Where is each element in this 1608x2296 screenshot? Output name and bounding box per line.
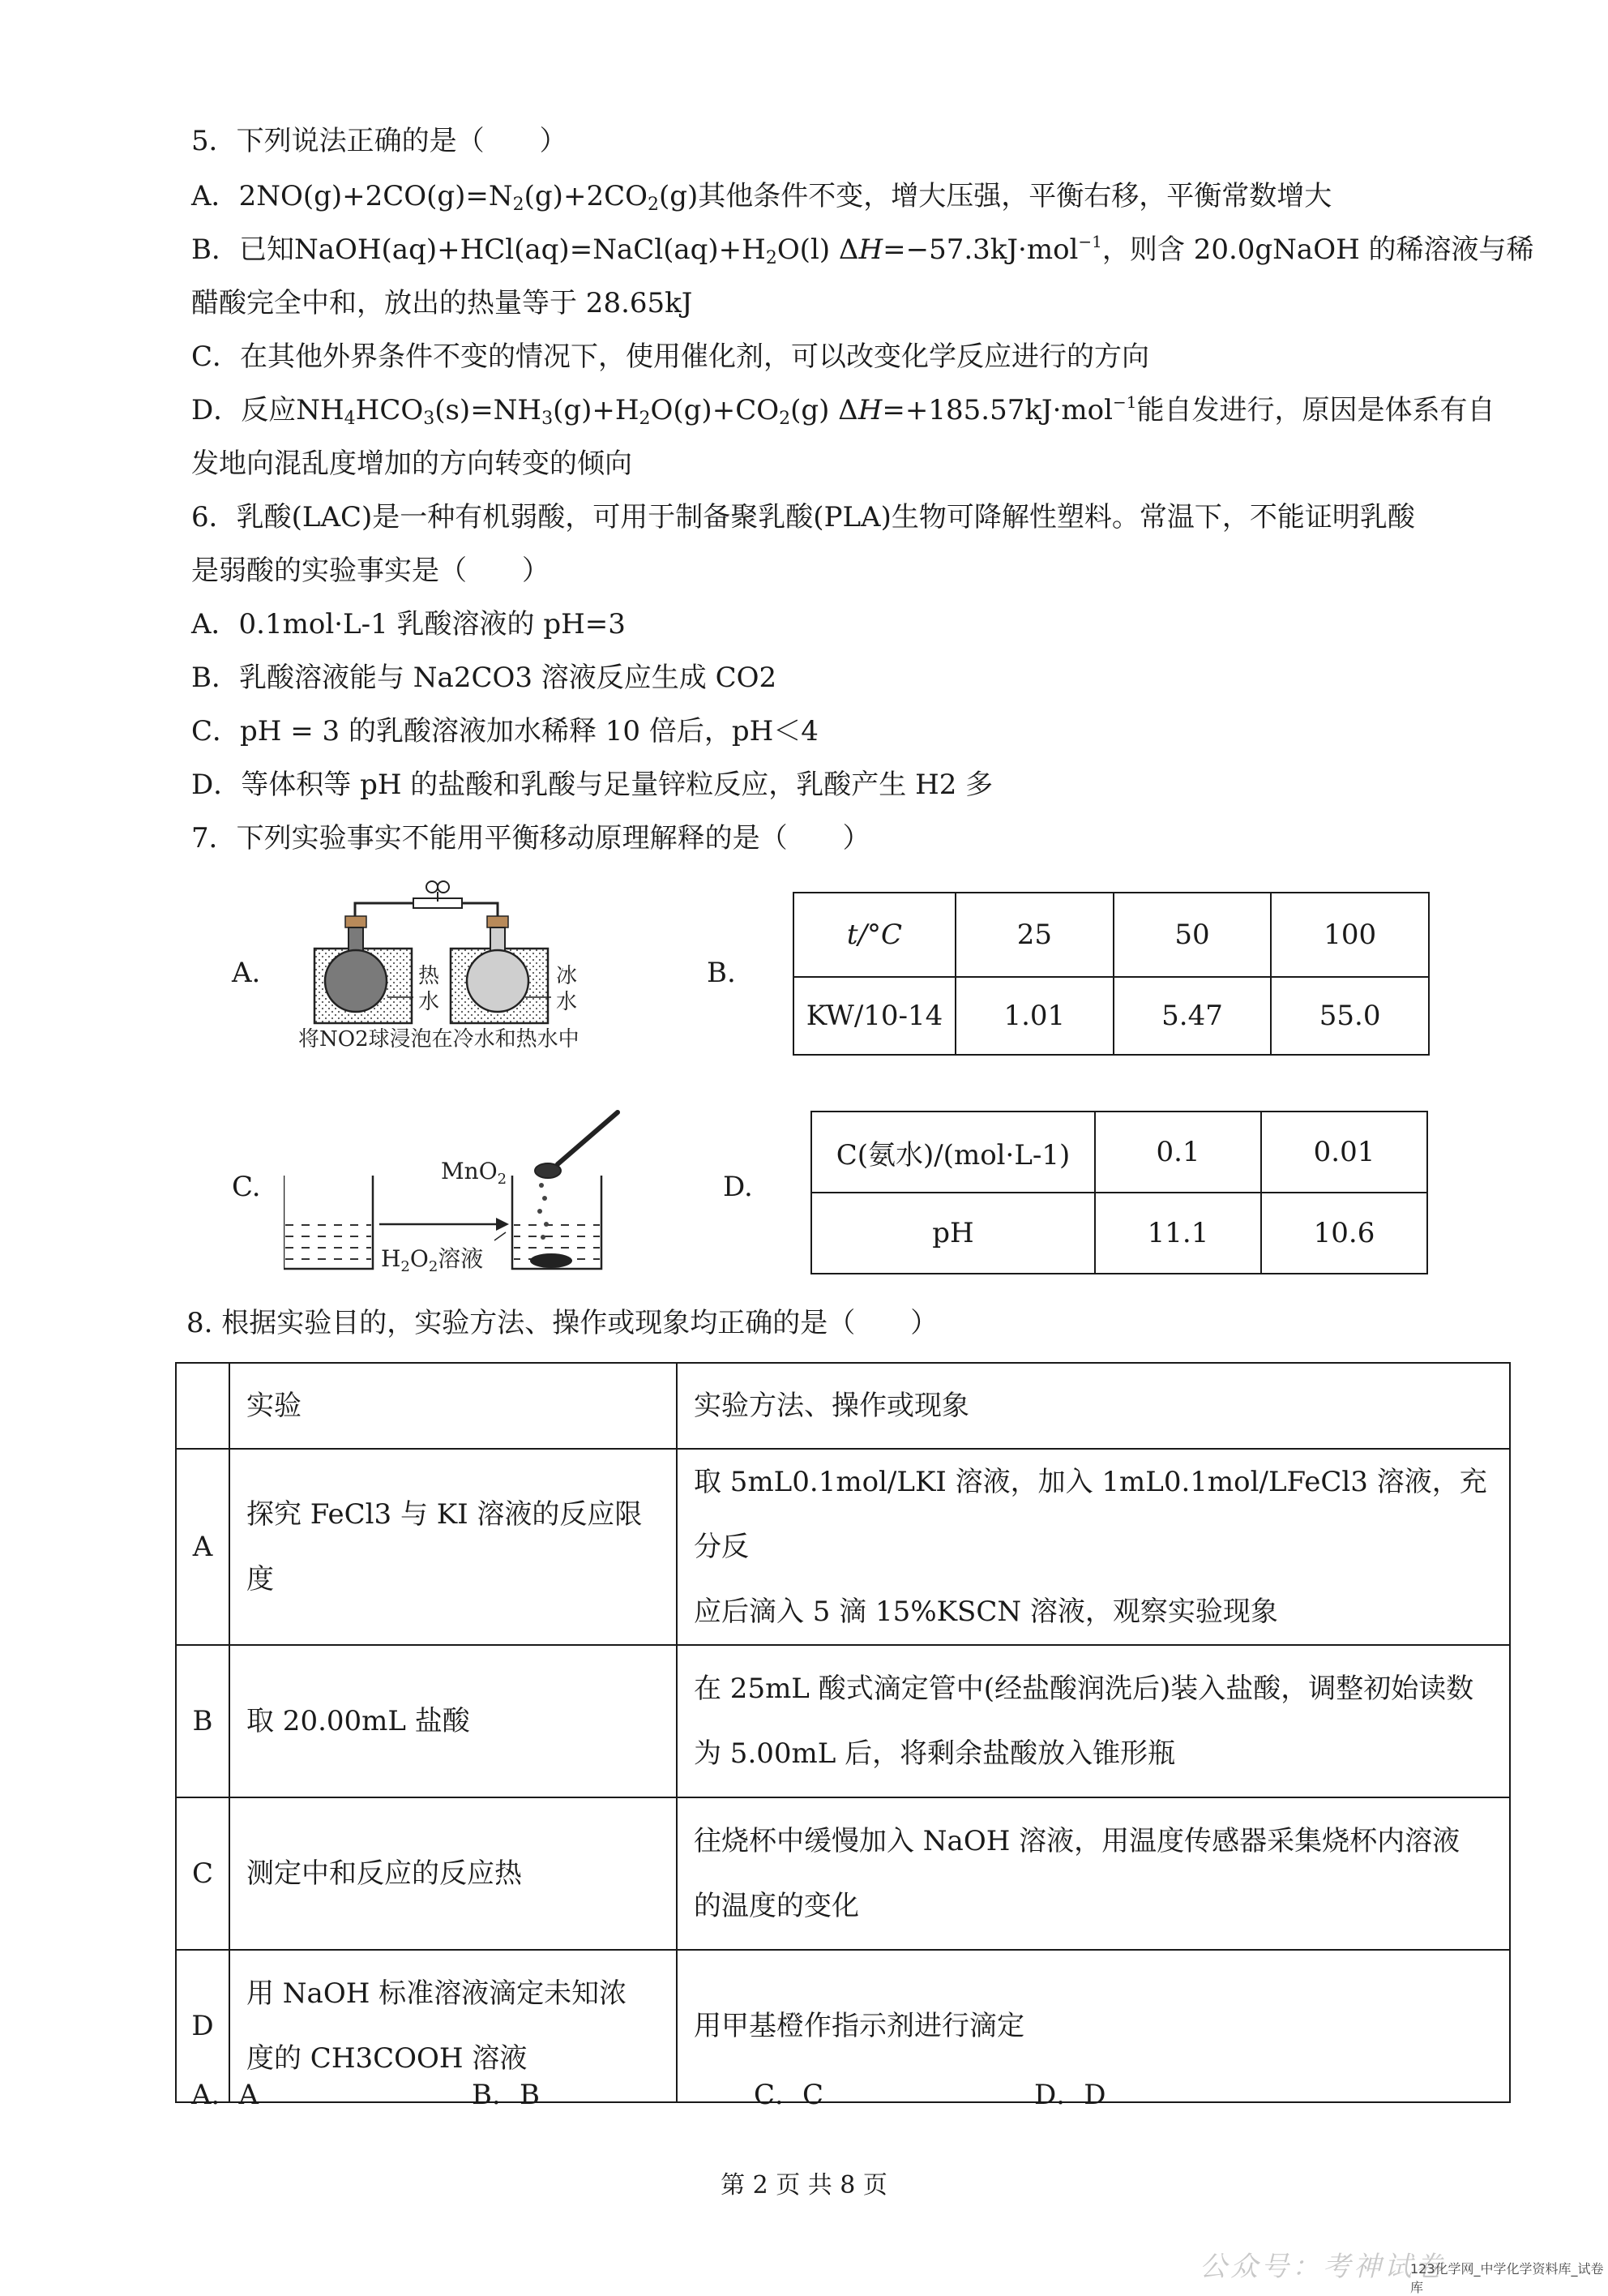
mno2-label: MnO$_2$ xyxy=(441,1158,507,1188)
q6-stem-2: 是弱酸的实验事实是（ ） xyxy=(191,555,550,587)
q5-option-b-cont: 醋酸完全中和，放出的热量等于 28.65kJ xyxy=(191,287,693,319)
q8-choice-d: D．D xyxy=(1034,2079,1106,2111)
q6-option-d: D．等体积等 pH 的盐酸和乳酸与足量锌粒反应，乳酸产生 H2 多 xyxy=(191,769,994,801)
ice-water-label-2: 水 xyxy=(556,990,578,1014)
q7-stem: 7．下列实验事实不能用平衡移动原理解释的是（ ） xyxy=(191,822,870,855)
q5-option-d: D．反应$NH_4HCO_3(s)=NH_3(g)+H_2O(g)+CO_2(g)$ ΔH=+185.57kJ·mol$^{-1}$能自发进行，原因是体系有自 xyxy=(191,392,1495,429)
q8-header-blank xyxy=(176,1363,229,1449)
ammonia-table-cell: 0.1 xyxy=(1095,1112,1261,1193)
q8-choice-b: B．B xyxy=(472,2079,540,2111)
q8-row-letter: B xyxy=(176,1645,229,1797)
source-credit: 123化学网_中学化学资料库_试卷库 xyxy=(1410,2261,1604,2295)
ammonia-table-cell: 11.1 xyxy=(1095,1193,1261,1274)
q8-row-letter: D xyxy=(176,1950,229,2102)
q6-option-c: C．pH = 3 的乳酸溶液加水稀释 10 倍后，pH＜4 xyxy=(191,715,819,747)
q5-option-d-cont: 发地向混乱度增加的方向转变的倾向 xyxy=(191,448,632,480)
q8-row-experiment: 探究 FeCl3 与 KI 溶液的反应限 度 xyxy=(229,1449,677,1645)
q8-header-method: 实验方法、操作或现象 xyxy=(677,1363,1510,1449)
q8-row-experiment: 测定中和反应的反应热 xyxy=(229,1797,677,1950)
ammonia-table xyxy=(810,1111,1428,1274)
hot-water-label-2: 水 xyxy=(418,990,440,1014)
kw-table-cell: 100 xyxy=(1271,893,1429,977)
fig-a-caption: 将NO2球浸泡在冷水和热水中 xyxy=(298,1027,579,1052)
q5-option-a: A．$2NO(g)+2CO(g)=N_2(g)+2CO_2(g)$其他条件不变，增大压强，平衡右移，平衡常数增大 xyxy=(191,180,1332,215)
h2o2-label: $H_2O_2$溶液 xyxy=(381,1245,484,1275)
q7-label-c: C. xyxy=(232,1171,261,1203)
ammonia-table-header-c: C(氨水)/(mol·L-1) xyxy=(811,1112,1095,1193)
q8-row-letter: A xyxy=(176,1449,229,1645)
q7-label-b: B. xyxy=(707,957,736,989)
no2-flasks-figure xyxy=(292,867,632,1054)
q5-option-c: C．在其他外界条件不变的情况下，使用催化剂，可以改变化学反应进行的方向 xyxy=(191,341,1150,373)
hot-water-label-1: 热 xyxy=(418,964,440,988)
kw-table-header-t: t/°C xyxy=(793,893,956,977)
q8-choice-c: C．C xyxy=(754,2079,824,2111)
q8-table xyxy=(175,1362,1511,2103)
kw-table-cell: 25 xyxy=(956,893,1114,977)
ammonia-table-cell: 10.6 xyxy=(1261,1193,1427,1274)
q8-row-method: 用甲基橙作指示剂进行滴定 xyxy=(677,1950,1510,2102)
table-row xyxy=(176,1645,1510,1797)
table-row xyxy=(176,1449,1510,1645)
ammonia-table-header-ph: pH xyxy=(811,1193,1095,1274)
table-row xyxy=(176,1950,1510,2102)
q6-option-a: A．0.1mol·L-1 乳酸溶液的 pH=3 xyxy=(191,608,626,640)
q6-stem-1: 6．乳酸(LAC)是一种有机弱酸，可用于制备聚乳酸(PLA)生物可降解性塑料。常温下，不能证明乳酸 xyxy=(191,501,1415,533)
kw-table-cell: 55.0 xyxy=(1271,977,1429,1055)
page-number: 第 2 页 共 8 页 xyxy=(721,2171,887,2200)
q8-row-experiment: 取 20.00mL 盐酸 xyxy=(229,1645,677,1797)
kw-table-header-kw: KW/10-14 xyxy=(793,977,956,1055)
watermark: 公众号：考神试卷 xyxy=(1200,2251,1446,2283)
q8-header-experiment: 实验 xyxy=(229,1363,677,1449)
q5-stem: 5．下列说法正确的是（ ） xyxy=(191,125,567,157)
q8-row-method: 在 25mL 酸式滴定管中(经盐酸润洗后)装入盐酸，调整初始读数 为 5.00mL 后，将剩余盐酸放入锥形瓶 xyxy=(677,1645,1510,1797)
q6-option-b: B．乳酸溶液能与 Na2CO3 溶液反应生成 CO2 xyxy=(191,662,777,694)
q8-stem: 8. 根据实验目的，实验方法、操作或现象均正确的是（ ） xyxy=(186,1307,939,1339)
q7-label-a: A. xyxy=(232,957,261,989)
kw-table-cell: 50 xyxy=(1114,893,1272,977)
q8-choice-a: A．A xyxy=(191,2079,259,2111)
q7-label-d: D. xyxy=(723,1171,753,1203)
kw-table xyxy=(793,892,1430,1056)
ice-water-label-1: 冰 xyxy=(556,964,578,988)
kw-table-cell: 5.47 xyxy=(1114,977,1272,1055)
q8-row-letter: C xyxy=(176,1797,229,1950)
q5-option-b: B．已知$NaOH(aq)+HCl(aq)=NaCl(aq)+H_2O(l)$ ΔH=−57.3kJ·mol$^{-1}$，则含 20.0gNaOH 的稀溶液与稀 xyxy=(191,232,1534,268)
q8-row-experiment: 用 NaOH 标准溶液滴定未知浓 度的 CH3COOH 溶液 xyxy=(229,1950,677,2102)
mno2-h2o2-figure xyxy=(284,1094,640,1281)
q8-row-method: 往烧杯中缓慢加入 NaOH 溶液，用温度传感器采集烧杯内溶液 的温度的变化 xyxy=(677,1797,1510,1950)
ammonia-table-cell: 0.01 xyxy=(1261,1112,1427,1193)
table-row xyxy=(176,1797,1510,1950)
kw-table-cell: 1.01 xyxy=(956,977,1114,1055)
q8-row-method: 取 5mL0.1mol/LKI 溶液，加入 1mL0.1mol/LFeCl3 溶液，充分反 应后滴入 5 滴 15%KSCN 溶液，观察实验现象 xyxy=(677,1449,1510,1645)
